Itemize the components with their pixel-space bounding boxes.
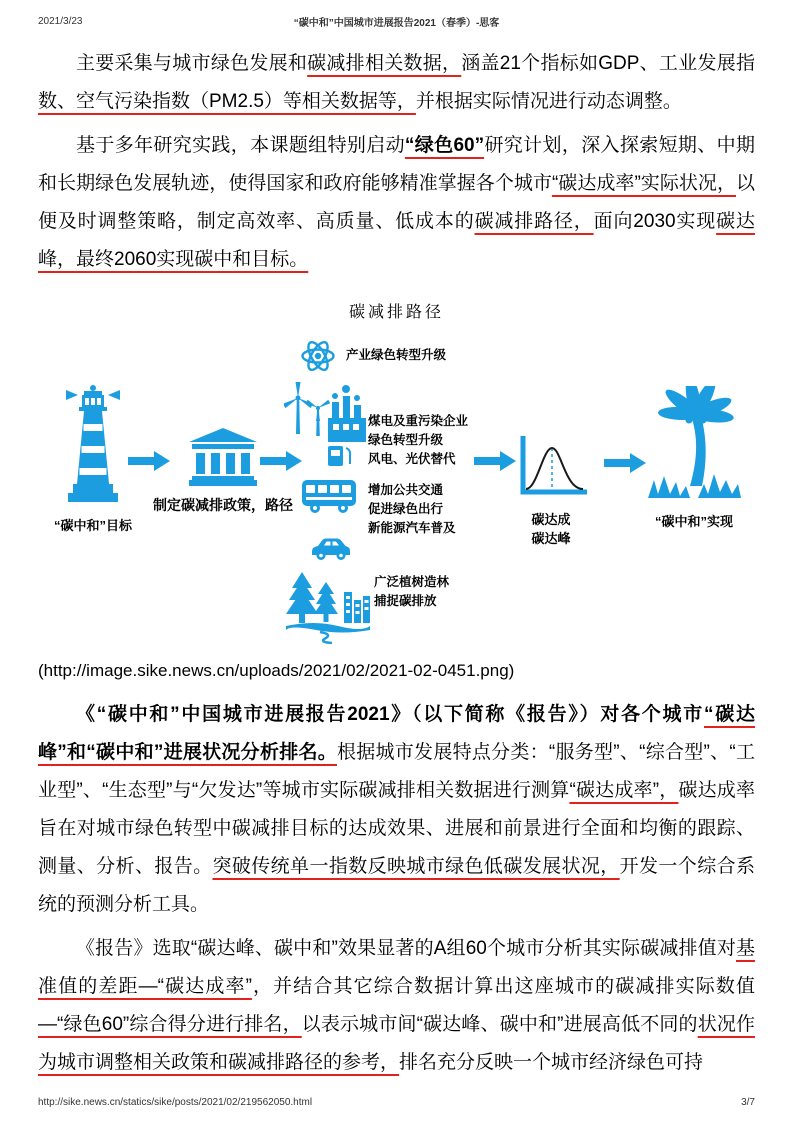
bank-icon	[189, 428, 257, 486]
carbon-path-figure	[38, 299, 755, 650]
header-date: 2021/3/23	[38, 16, 83, 27]
paragraph-3: 《“碳中和”中国城市进展报告2021》（以下简称《报告》）对各个城市“碳达峰”和“碳中和”进展状况分析排名。根据城市发展特点分类：“服务型”、“综合型”、“工业型”、“生态型”与“欠发达”等城市实际碳减排相关数据进行测算“碳达成率”，碳达成率旨在对城市绿色转型中碳减排目标的达成效果、进展和前景进行全面和均衡的跟踪、测量、分析、报告。突破传统单一指数反映城市绿色低碳发展状况，开发一个综合系统的预测分析工具。	[38, 704, 755, 915]
peak-node	[508, 436, 594, 548]
forest-label: 广泛植树造林 捕捉碳排放	[374, 575, 450, 608]
atom-icon	[300, 338, 336, 374]
paragraph-4: 《报告》选取“碳达峰、碳中和”效果显著的A组60个城市分析其实际碳减排值对基准值的差距—“碳达成率”，并结合其它综合数据计算出这座城市的碳减排实际数值—“绿色60”综合得分进行排名，以表示城市间“碳达峰、碳中和”进展高低不同的状况作为城市调整相关政策和碳减排路径的参考，排名充分反映一个城市经济绿色可持	[38, 938, 755, 1073]
footer-url: http://sike.news.cn/statics/sike/posts/2021/02/219562050.html	[38, 1097, 313, 1108]
result-label: “碳中和”实现	[654, 514, 733, 529]
diagram-title: 碳减排路径	[348, 304, 444, 321]
wind-factory-icon	[284, 378, 368, 468]
bus-icon	[302, 478, 356, 514]
image-source-caption: (http://image.sike.news.cn/uploads/2021/02/2021-02-0451.png)	[38, 661, 515, 680]
paragraph-1: 主要采集与城市绿色发展和碳减排相关数据，涵盖21个指标如GDP、工业发展指数、空气污染指数（PM2.5）等相关数据等，并根据实际情况进行动态调整。	[38, 53, 755, 112]
palm-tree-icon	[646, 386, 742, 502]
car-icon	[310, 536, 352, 562]
page-header	[38, 14, 755, 29]
footer-page-number: 3/7	[741, 1097, 755, 1108]
peak-label: 碳达成 碳达峰	[531, 512, 571, 546]
industry-label: 产业绿色转型升级	[346, 348, 447, 362]
page-footer	[38, 1097, 755, 1108]
goal-label: “碳中和”目标	[53, 518, 132, 533]
header-title: “碳中和”中国城市进展报告2021（春季）-思客	[293, 18, 500, 29]
paragraph-2: 基于多年研究实践，本课题组特别启动“绿色60”研究计划，深入探索短期、中期和长期绿色发展轨迹，使得国家和政府能够精准掌握各个城市“碳达成率”实际状况，以便及时调整策略，制定高效率、高质量、低成本的碳减排路径，面向2030实现碳达峰，最终2060实现碳中和目标。	[38, 135, 755, 270]
arrow-right-icon	[604, 452, 646, 474]
carbon-path-diagram	[38, 332, 755, 650]
lighthouse-icon	[64, 384, 122, 506]
policy-label: 制定碳减排政策，路径	[153, 497, 293, 513]
forest-icon	[286, 572, 370, 644]
result-node	[644, 386, 744, 531]
energy-label: 煤电及重污染企业 绿色转型升级 风电、光伏替代	[368, 414, 469, 466]
transport-label: 增加公共交通 促进绿色出行 新能源汽车普及	[368, 483, 456, 535]
curve-chart-icon	[515, 436, 587, 500]
